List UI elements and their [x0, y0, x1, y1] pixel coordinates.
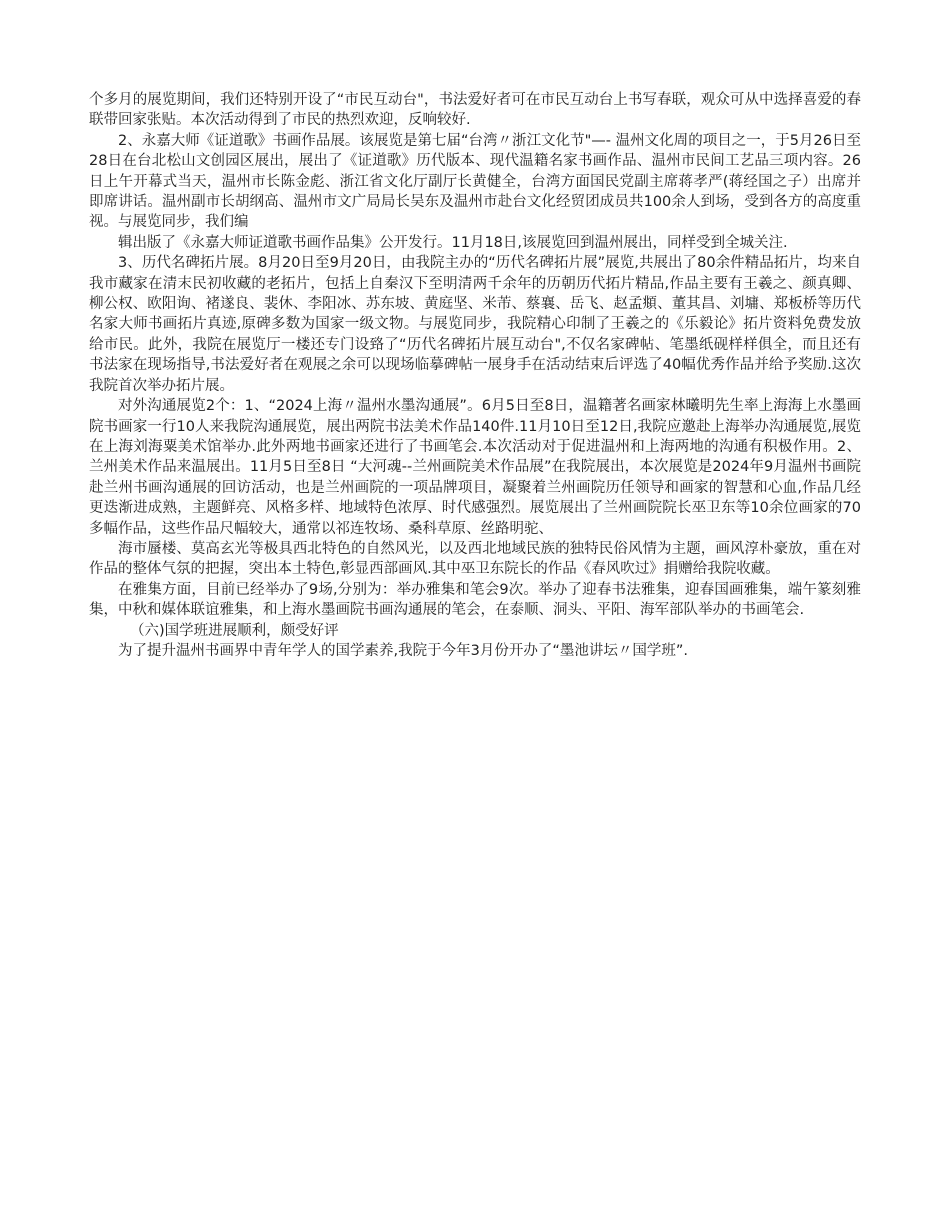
section-heading: （六)国学班进展顺利，颇受好评	[130, 622, 339, 639]
paragraph-6: 海市蜃楼、莫高玄光等极具西北特色的自然风光，以及西北地域民族的独特民俗风情为主题，画风淳朴豪放，重在对作品的整体气氛的把握，突出本土特色,彰显西部画风.其中巫卫东院长的作品《春风吹过》捐赠给我院收藏。	[89, 540, 861, 578]
paragraph-2: 2、永嘉大师《证道歌》书画作品展。该展览是第七届“台湾〃浙江文化节"—- 温州文化周的项目之一，于5月26日至28日在台北松山文创园区展出，展出了《证道歌》历代版本、现代温籍名家书画作品、温州市民间工艺品三项内容。26日上午开幕式当天，温州市长陈金彪、浙江省文化厅副厅长黄健全，台湾方面国民党副主席蒋孝严(蒋经国之子）出席并即席讲话。温州副市长胡纲高、温州市文广局局长吴东及温州市赴台文化经贸团成员共100余人到场，受到各方的高度重视。与展览同步，我们编	[89, 132, 861, 231]
paragraph-5: 对外沟通展览2个：1、“2024上海〃温州水墨沟通展”。6月5日至8日，温籍著名画家林曦明先生率上海海上水墨画院书画家一行10人来我院沟通展览，展出两院书法美术作品140件.11月10日至12日,我院应邀赴上海举办沟通展览,展览在上海刘海粟美术馆举办.此外两地书画家还进行了书画笔会.本次活动对于促进温州和上海两地的沟通有积极作用。2、兰州美术作品来温展出。11月5日至8日 “大河魂--兰州画院美术作品展”在我院展出，本次展览是2024年9月温州书画院赴兰州书画沟通展的回访活动，也是兰州画院的一项品牌项目，凝聚着兰州画院历任领导和画家的智慧和心血,作品几经更迭渐进成熟，主题鲜亮、风格多样、地域特色浓厚、时代感强烈。展览展出了兰州画院院长巫卫东等10余位画家的70多幅作品，这些作品尺幅较大，通常以祁连牧场、桑科草原、丝路明驼、	[89, 398, 861, 537]
document-body	[89, 90, 861, 661]
paragraph-3: 辑出版了《永嘉大师证道歌书画作品集》公开发行。11月18日,该展览回到温州展出，同样受到全城关注.	[118, 234, 788, 251]
paragraph-8: 为了提升温州书画界中青年学人的国学素养,我院于今年3月份开办了“墨池讲坛〃国学班”.	[118, 642, 688, 659]
paragraph-1: 个多月的展览期间，我们还特别开设了“市民互动台"，书法爱好者可在市民互动台上书写春联，观众可从中选择喜爱的春联带回家张贴。本次活动得到了市民的热烈欢迎，反响较好.	[89, 92, 861, 129]
paragraph-7: 在雅集方面，目前已经举办了9场,分别为：举办雅集和笔会9次。举办了迎春书法雅集，迎春国画雅集，端午篆刻雅集，中秋和媒体联谊雅集，和上海水墨画院书画沟通展的笔会，在泰顺、洞头、平阳、海军部队举办的书画笔会.	[89, 581, 861, 619]
paragraph-4: 3、历代名碑拓片展。8月20日至9月20日，由我院主办的“历代名碑拓片展”展览,共展出了80余件精品拓片，均来自我市藏家在清末民初收藏的老拓片，包括上自秦汉下至明清两千余年的历朝历代拓片精品,作品主要有王羲之、颜真卿、柳公权、欧阳询、褚遂良、裴休、李阳冰、苏东坡、黄庭坚、米芾、蔡襄、岳飞、赵孟頫、董其昌、刘墉、郑板桥等历代名家大师书画拓片真迹,原碑多数为国家一级文物。与展览同步，我院精心印制了王羲之的《乐毅论》拓片资料免费发放给市民。此外，我院在展览厅一楼还专门设臵了“历代名碑拓片展互动台",不仅名家碑帖、笔墨纸砚样样俱全，而且还有书法家在现场指导,书法爱好者在观展之余可以现场临摹碑帖一展身手在活动结束后评选了40幅优秀作品并给予奖励.这次我院首次举办拓片展。	[89, 255, 861, 394]
